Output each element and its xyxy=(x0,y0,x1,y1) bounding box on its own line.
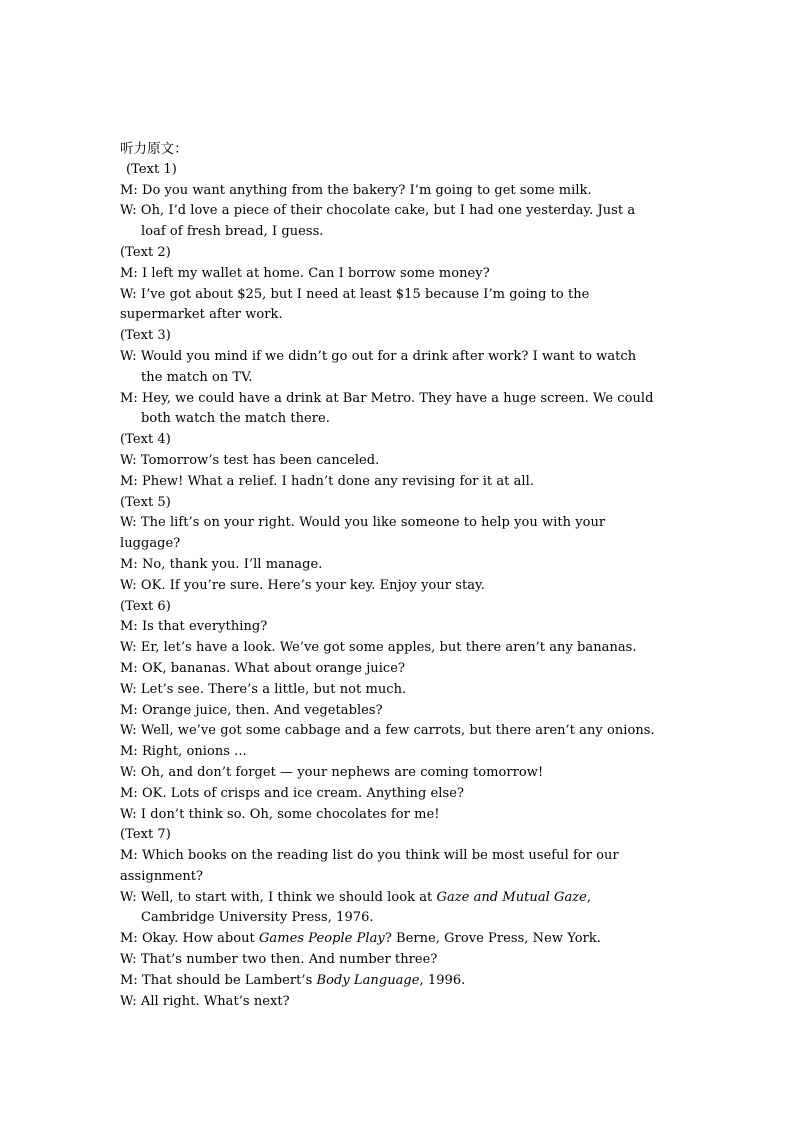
dialogue-line: W: OK. If you’re sure. Here’s your key. Enjoy your stay. xyxy=(120,577,485,593)
dialogue-line: W: Er, let’s have a look. We’ve got some apples, but there aren’t any bananas. xyxy=(120,640,637,656)
dialogue-line: W: I’ve got about $25, but I need at least $15 because I’m going to the xyxy=(120,286,590,302)
dialogue-line: M: Do you want anything from the bakery? I’m going to get some milk. xyxy=(120,182,592,198)
dialogue-line: M: OK, bananas. What about orange juice? xyxy=(120,660,405,676)
dialogue-line: M: Right, onions ... xyxy=(120,744,247,760)
dialogue-line: M: I left my wallet at home. Can I borrow some money? xyxy=(120,265,490,281)
dialogue-line: W: That’s number two then. And number three? xyxy=(120,952,438,968)
dialogue-line-continued: loaf of fresh bread, I guess. xyxy=(141,224,324,240)
dialogue-line: M: No, thank you. I’ll manage. xyxy=(120,556,323,572)
dialogue-text: , xyxy=(586,889,592,905)
dialogue-line xyxy=(120,929,680,950)
dialogue-text: M: Okay. How about xyxy=(120,931,259,947)
dialogue-line: W: Tomorrow’s test has been canceled. xyxy=(120,452,380,468)
dialogue-line-continued: assignment? xyxy=(120,868,204,884)
dialogue-line-continued: luggage? xyxy=(120,536,181,552)
dialogue-line: M: OK. Lots of crisps and ice cream. Anything else? xyxy=(120,785,464,801)
dialogue-line: W: Oh, I’d love a piece of their chocolate cake, but I had one yesterday. Just a xyxy=(120,203,636,219)
dialogue-line: M: Which books on the reading list do you think will be most useful for our xyxy=(120,848,619,864)
dialogue-line: W: Well, we’ve got some cabbage and a few carrots, but there aren’t any onions. xyxy=(120,723,655,739)
dialogue-text: M: That should be Lambert’s xyxy=(120,972,317,988)
dialogue-line: W: The lift’s on your right. Would you like someone to help you with your xyxy=(120,515,606,531)
book-title: Games People Play xyxy=(259,931,385,947)
dialogue-line-continued: Cambridge University Press, 1976. xyxy=(141,910,374,926)
dialogue-line-continued: the match on TV. xyxy=(141,369,253,385)
transcript-heading: 听力原文： xyxy=(120,141,188,157)
dialogue-line: M: Is that everything? xyxy=(120,619,268,635)
dialogue-line: M: Hey, we could have a drink at Bar Metro. They have a huge screen. We could xyxy=(120,390,654,406)
book-title: Body Language xyxy=(316,972,420,988)
dialogue-line xyxy=(120,888,680,909)
text-1-label: (Text 1) xyxy=(126,161,177,177)
dialogue-line-continued: supermarket after work. xyxy=(120,307,283,323)
dialogue-line: W: I don’t think so. Oh, some chocolates for me! xyxy=(120,806,440,822)
dialogue-text: ? Berne, Grove Press, New York. xyxy=(384,931,601,947)
dialogue-line xyxy=(120,971,680,992)
dialogue-text: , 1996. xyxy=(419,972,466,988)
text-5-label: (Text 5) xyxy=(120,494,171,510)
dialogue-line: W: Would you mind if we didn’t go out for a drink after work? I want to watch xyxy=(120,348,637,364)
dialogue-line-continued: both watch the match there. xyxy=(141,411,330,427)
book-title: Gaze and Mutual Gaze xyxy=(436,889,587,905)
dialogue-line: M: Orange juice, then. And vegetables? xyxy=(120,702,383,718)
transcript-page xyxy=(120,139,680,1012)
text-4-label: (Text 4) xyxy=(120,432,171,448)
text-7-label: (Text 7) xyxy=(120,827,171,843)
dialogue-line: W: Let’s see. There’s a little, but not much. xyxy=(120,681,407,697)
dialogue-line: M: Phew! What a relief. I hadn’t done any revising for it at all. xyxy=(120,473,535,489)
dialogue-line: W: All right. What’s next? xyxy=(120,993,290,1009)
text-3-label: (Text 3) xyxy=(120,328,171,344)
text-2-label: (Text 2) xyxy=(120,244,171,260)
dialogue-line: W: Oh, and don’t forget — your nephews are coming tomorrow! xyxy=(120,764,544,780)
dialogue-text: W: Well, to start with, I think we should look at xyxy=(120,889,437,905)
text-6-label: (Text 6) xyxy=(120,598,171,614)
